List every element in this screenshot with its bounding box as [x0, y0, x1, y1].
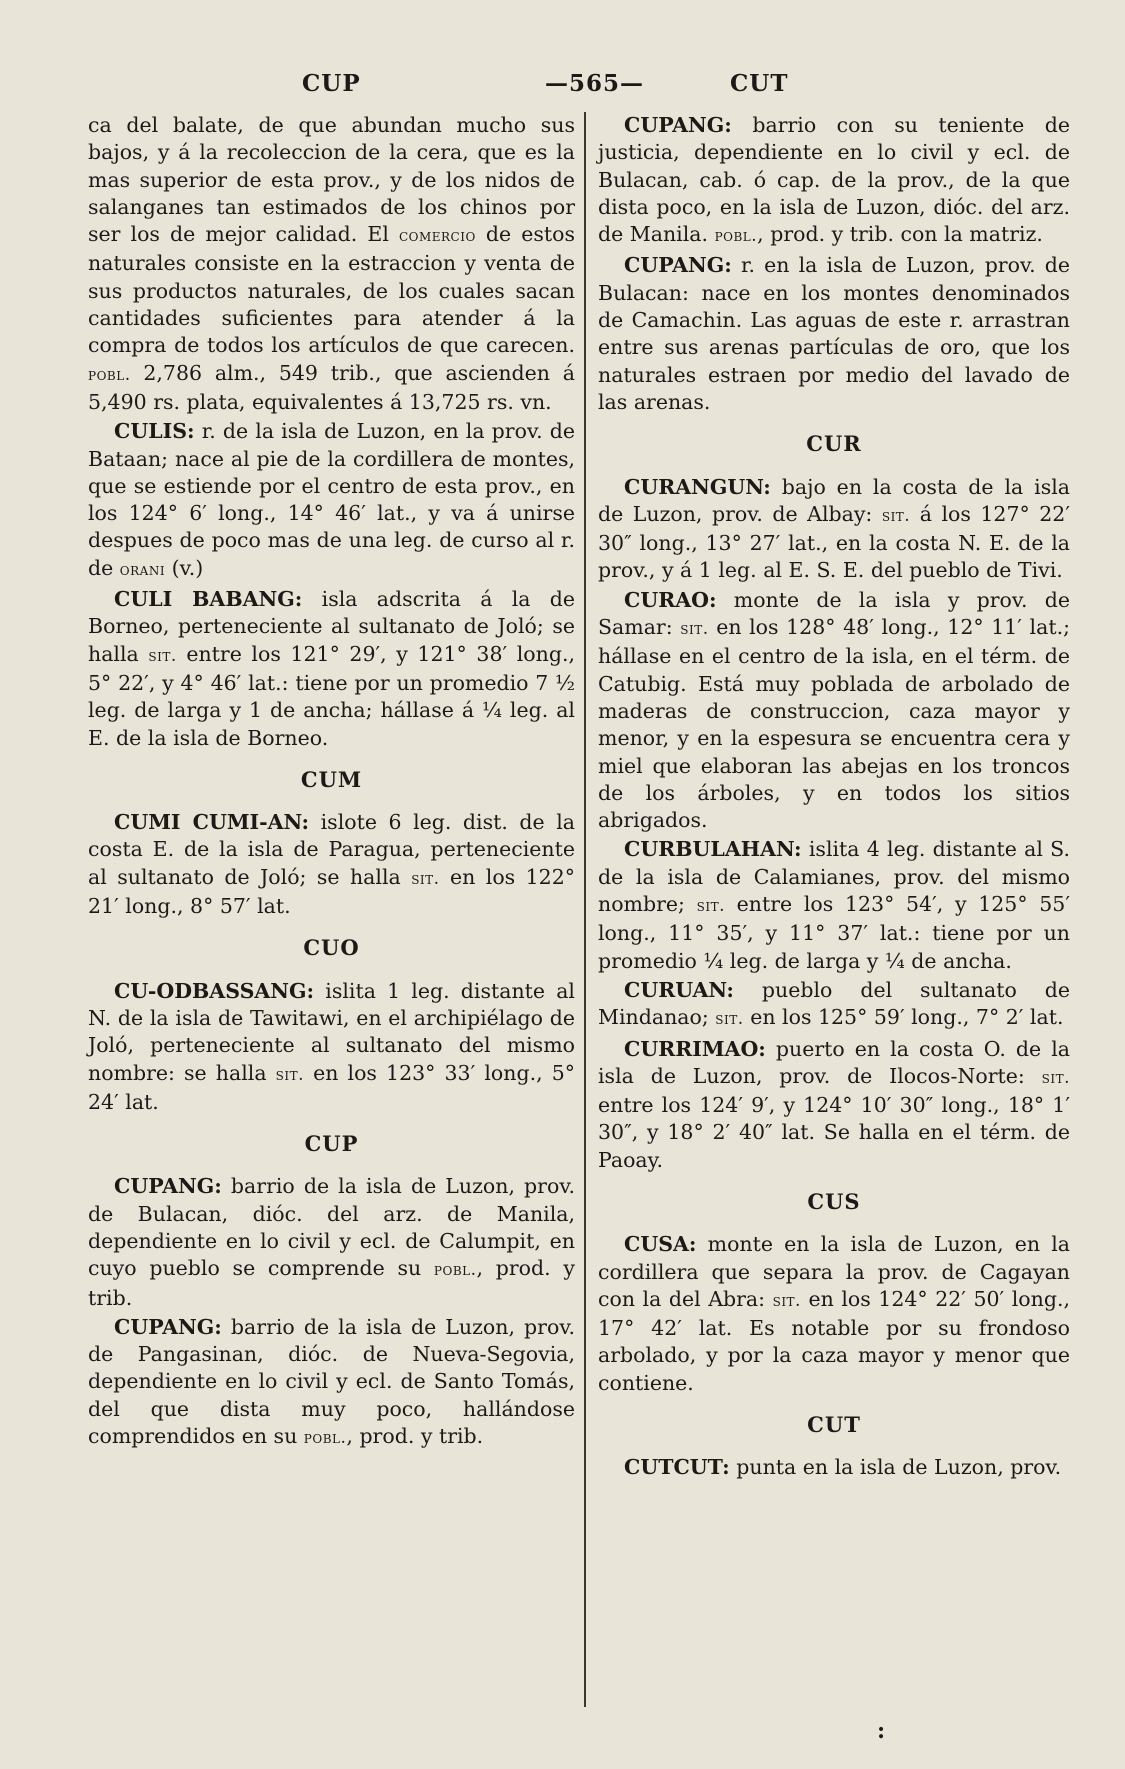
abbreviation: sit.: [275, 1064, 305, 1085]
abbreviation: sit.: [881, 505, 911, 526]
abbreviation: sit.: [411, 868, 440, 889]
entry-cupang-calumpit: [88, 1173, 575, 1311]
entry-headword: CULI BABANG:: [114, 587, 303, 612]
entry-text: (v.): [165, 555, 204, 580]
entry-curangun: [598, 474, 1070, 585]
entry-curuan: [598, 977, 1070, 1034]
right-column: [598, 112, 1070, 1484]
entry-headword: CURUAN:: [624, 977, 734, 1002]
entry-headword: CUTCUT:: [624, 1455, 730, 1480]
entry-cutcut: [598, 1454, 1070, 1481]
entry-text: en los 124° 22′ 50′ long., 17° 42′ lat. Es notable por su frondoso arbolado, y por la caza mayor y menor que contiene.: [598, 1286, 1071, 1395]
entry-text: islita 1 leg. distante al N. de la isla de Tawitawi, en el archipiélago de Joló, perteneciente al sultanato del mismo nombre: se halla: [88, 978, 575, 1085]
abbreviation: sit.: [696, 896, 725, 917]
entry-text: pueblo del sultanato de Mindanao;: [598, 977, 1070, 1030]
section-heading-cut: CUT: [807, 1412, 861, 1438]
entry-text: islote 6 leg. dist. de la costa E. de la isla de Paragua, perteneciente al sultanato de Joló; se halla: [88, 810, 575, 889]
entry-text: ca del balate, de que abundan mucho sus bajos, y á la recoleccion de la cera, que es la mas superior de esta prov., y de los nidos de salanganes tan estimados de los chinos por ser los de mejor calidad. El: [88, 113, 575, 247]
entry-cupang-bulacan: [598, 112, 1070, 250]
entry-text: de estos naturales consiste en la estraccion y venta de sus productos naturales, de los cuales sacan cantidades suficientes para atender á la compra de todos los artículos de que carecen.: [88, 222, 575, 358]
entry-text: barrio de la isla de Luzon, prov. de Bulacan, dióc. del arz. de Manila, dependiente en lo civil y ecl. de Calumpit, en cuyo pueblo se comprende su: [88, 1174, 575, 1281]
section-heading-cuo: CUO: [303, 935, 360, 961]
abbreviation: sit.: [772, 1290, 801, 1311]
entry-text: barrio con su teniente de justicia, dependiente en lo civil y ecl. de Bulacan, cab. ó cap. de la prov., de la que dista poco, en la isla de Luzon, dióc. del arz. de Manila.: [598, 113, 1070, 247]
entry-text: entre los 123° 54′, y 125° 55′ long., 11° 35′, y 11° 37′ lat.: tiene por un promedio ¼ leg. de larga y ¼ de ancha.: [598, 892, 1070, 973]
entry-text: monte en la isla de Luzon, en la cordillera que separa la prov. de Cagayan con la del Abra:: [598, 1232, 1070, 1311]
abbreviation: sit.: [1041, 1067, 1070, 1088]
entry-headword: CUSA:: [624, 1232, 697, 1257]
entry-headword: CURRIMAO:: [624, 1036, 766, 1061]
entry-headword: CULIS:: [114, 419, 195, 444]
entry-text: entre los 124′ 9′, y 124° 10′ 30″ long., 18° 1′ 30″, y 18° 2′ 40″ lat. Se halla en el térm. de Paoay.: [598, 1093, 1070, 1172]
entry-continuation: [88, 112, 575, 416]
entry-culi-babang: [88, 586, 575, 752]
entry-text: r. de la isla de Luzon, en la prov. de Bataan; nace al pie de la cordillera de montes, que se estiende por el centro de esta prov., en los 124° 6′ long., 14° 46′ lat., y va á unirse despues de poco mas de una leg. de curso al r. de: [88, 419, 575, 580]
entry-headword: CURBULAHAN:: [624, 837, 802, 862]
entry-text: en los 123° 33′ long., 5° 24′ lat.: [88, 1060, 575, 1114]
header-left-guide-word: CUP: [302, 70, 361, 97]
section-heading-cur: CUR: [806, 431, 862, 457]
entry-headword: CUPANG:: [624, 253, 732, 278]
section-heading-cum: CUM: [300, 766, 363, 792]
header-right-guide-word: CUT: [730, 70, 789, 97]
entry-cupang-river: [598, 252, 1070, 416]
entry-text: , prod. y trib.: [346, 1424, 484, 1449]
entry-text: bajo en la costa de la isla de Luzon, prov. de Albay:: [598, 474, 1070, 526]
abbreviation: pobl.: [714, 226, 758, 247]
entry-headword: CURANGUN:: [624, 474, 771, 499]
entry-cupang-santo-tomas: [88, 1314, 575, 1452]
entry-text: barrio de la isla de Luzon, prov. de Pangasinan, dióc. de Nueva-Segovia, dependiente en lo civil y ecl. de Santo Tomás, del que dista muy poco, hallándose comprendidos en su: [88, 1314, 575, 1449]
entry-text: r. en la isla de Luzon, prov. de Bulacan: nace en los montes denominados de Camachin. Las aguas de este r. arrastran entre sus arenas partículas de oro, que los naturales estraen por medio del lavado de las arenas.: [598, 253, 1070, 414]
entry-text: islita 4 leg. distante al S. de la isla de Calamianes, prov. del mismo nombre;: [598, 837, 1070, 917]
entry-curbulahan: [598, 836, 1070, 974]
entry-cumi-cumi-an: [88, 809, 575, 920]
entry-currimao: [598, 1036, 1070, 1174]
entry-culis: [88, 418, 575, 584]
entry-text: punta en la isla de Luzon, prov.: [729, 1455, 1062, 1480]
abbreviation: sit.: [148, 645, 177, 666]
catchword-mark: :: [877, 1718, 886, 1744]
entry-curao: [598, 587, 1070, 835]
entry-headword: CUMI CUMI-AN:: [114, 810, 310, 835]
abbreviation: sit.: [715, 1009, 744, 1030]
abbreviation: comercio: [398, 226, 476, 247]
entry-text: , prod. y trib.: [88, 1256, 575, 1310]
entry-text: á los 127° 22′ 30″ long., 13° 27′ lat., en la costa N. E. de la prov., y á 1 leg. al E. S. E. del pueblo de Tivi.: [598, 501, 1070, 583]
entry-text: en los 125° 59′ long., 7° 2′ lat.: [743, 1005, 1064, 1030]
entry-text: 2,786 alm., 549 trib., que ascienden á 5,490 rs. plata, equivalentes á 13,725 rs. vn.: [88, 360, 575, 414]
entry-text: monte de la isla y prov. de Samar:: [598, 587, 1070, 640]
entry-text: , prod. y trib. con la matriz.: [757, 222, 1043, 247]
entry-cusa: [598, 1231, 1070, 1397]
entry-text: en los 128° 48′ long., 12° 11′ lat.; hállase en el centro de la isla, en el térm. de Catubig. Está muy poblada de arbolado de maderas de construccion, caza mayor y menor, y en la espesura se encuentra cera y miel que elaboran las abejas en los troncos de los árboles, y en todos los sitios abrigados.: [598, 615, 1070, 833]
column-divider: [584, 112, 586, 1707]
entry-headword: CUPANG:: [114, 1314, 222, 1339]
entry-text: isla adscrita á la de Borneo, perteneciente al sultanato de Joló; se halla: [88, 587, 575, 666]
entry-headword: CUPANG:: [114, 1174, 222, 1199]
left-column: [88, 112, 575, 1454]
entry-headword: CUPANG:: [624, 113, 732, 137]
abbreviation: pobl.: [88, 364, 131, 385]
cross-reference: orani: [119, 559, 166, 580]
entry-headword: CU-ODBASSANG:: [114, 978, 315, 1003]
section-heading-cus: CUS: [807, 1188, 861, 1214]
entry-cu-odbassang: [88, 978, 575, 1116]
page-number: —565—: [545, 70, 645, 97]
section-heading-cup: CUP: [304, 1131, 359, 1157]
entry-text: en los 122° 21′ long., 8° 57′ lat.: [88, 864, 576, 919]
abbreviation: sit.: [680, 619, 709, 640]
entry-text: entre los 121° 29′, y 121° 38′ long., 5° 22′, y 4° 46′ lat.: tiene por un promedio 7 ½ leg. de larga y 1 de ancha; hállase á ¼ leg. al E. de la isla de Borneo.: [88, 641, 575, 750]
entry-headword: CURAO:: [624, 587, 717, 612]
entry-text: puerto en la costa O. de la isla de Luzon, prov. de Ilocos-Norte:: [598, 1036, 1070, 1088]
page-header: [0, 70, 1125, 110]
abbreviation: pobl.: [303, 1428, 347, 1449]
abbreviation: pobl.: [433, 1260, 477, 1281]
